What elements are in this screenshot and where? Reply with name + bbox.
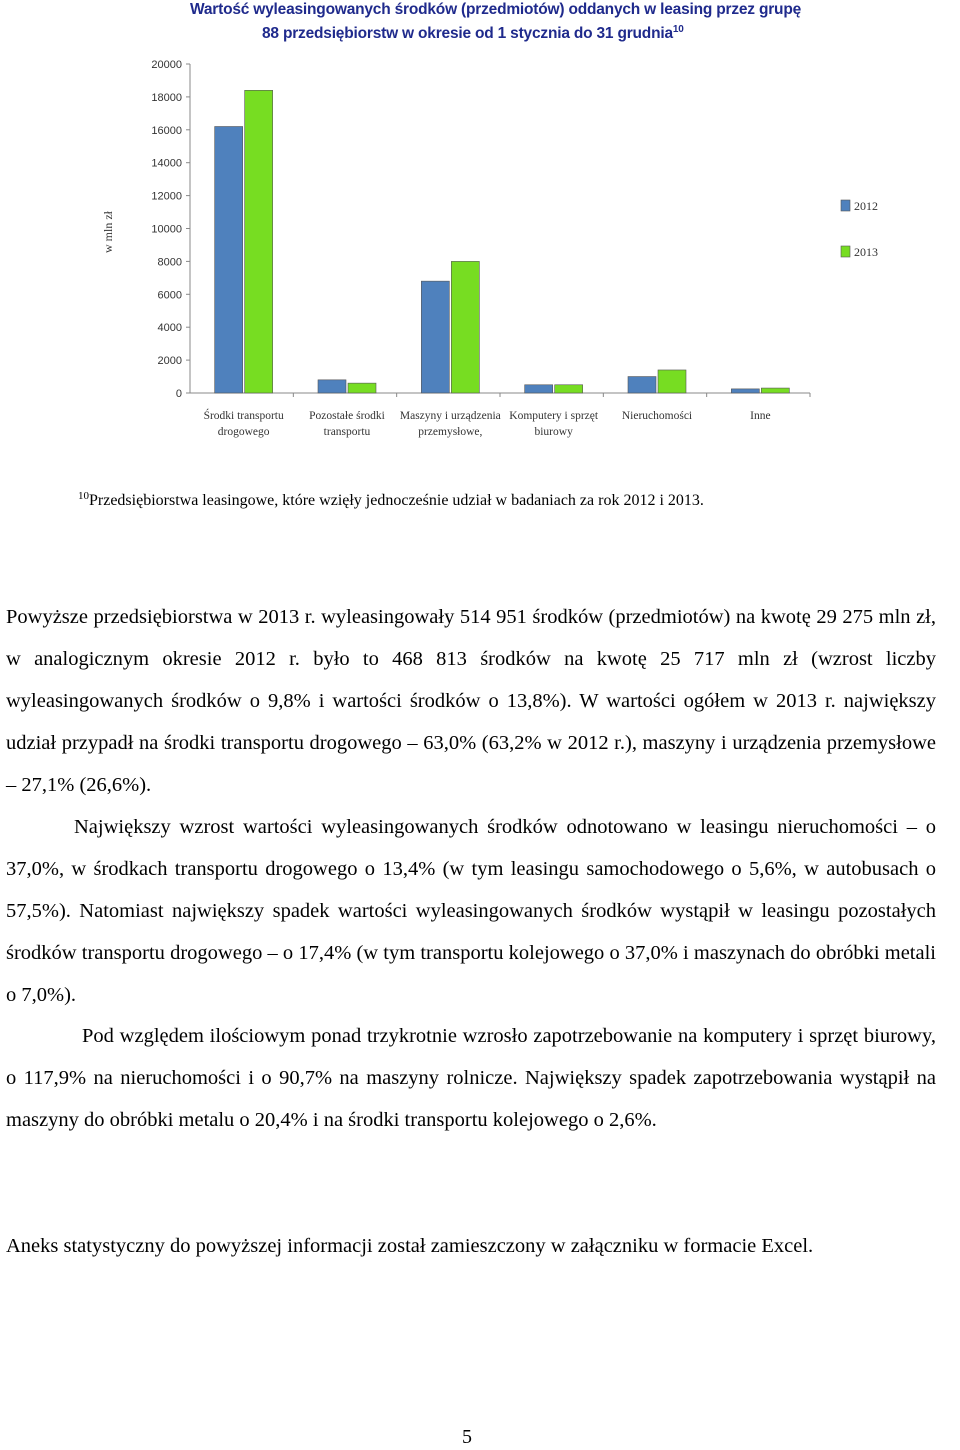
y-tick-label: 14000 (151, 157, 182, 170)
chart-title-footnote-ref: 10 (672, 24, 684, 35)
y-axis-label: w mln zł (101, 211, 115, 253)
x-tick-label: drogowego (217, 426, 270, 438)
bar-2012-3 (525, 385, 553, 393)
x-tick-label: Komputery i sprzęt (509, 410, 599, 422)
chart-title-line-1: Wartość wyleasingowanych środków (przedmiotów) oddanych w leasing przez grupę (190, 1, 802, 18)
bar-2013-0 (245, 90, 273, 393)
x-tick-label: Pozostałe środki (309, 410, 385, 422)
y-tick-label: 10000 (151, 223, 182, 236)
x-tick-label: Inne (750, 410, 771, 422)
bar-2012-4 (628, 377, 656, 393)
y-tick-label: 4000 (157, 322, 182, 335)
x-tick-label: biurowy (534, 426, 573, 438)
page-number: 5 (462, 1426, 472, 1448)
bar-2012-5 (731, 389, 759, 393)
footnote-text: Przedsiębiorstwa leasingowe, które wzięły jednocześnie udział w badaniach za rok 2012 i 2013. (89, 492, 704, 509)
x-tick-label: przemysłowe, (418, 426, 483, 438)
footnote-number: 10 (78, 490, 89, 502)
x-tick-label: Maszyny i urządzenia (399, 410, 501, 422)
y-tick-label: 2000 (157, 355, 182, 368)
legend-swatch-2013 (841, 246, 850, 257)
x-tick-label: Nieruchomości (621, 410, 693, 422)
bar-2013-2 (451, 261, 479, 393)
y-tick-label: 18000 (151, 91, 182, 104)
bar-2012-2 (421, 281, 449, 393)
x-tick-label: Środki transportu (203, 410, 284, 422)
y-tick-label: 0 (175, 388, 182, 400)
bar-2013-1 (348, 383, 376, 393)
bar-2012-1 (318, 380, 346, 393)
bar-2013-3 (555, 385, 583, 393)
chart-title-line-2: 88 przedsiębiorstw w okresie od 1 stycznia do 31 grudnia$^{10}$ (262, 24, 684, 43)
paragraph-2: Największy wzrost wartości wyleasingowanych środków odnotowano w leasingu nieruchomości – o 37,0%, w środkach transportu drogowego o 13,4% (w tym leasingu samochodowego o 5,6%, w autobusach o 57,5%). Natomiast największy spadek wartości wyleasingowanych środków wystąpił w leasingu pozostałych środków transportu drogowego – o 17,4% (w tym transportu kolejowego o 37,0% i maszynach do obróbki metali o 7,0%). (6, 816, 936, 1006)
paragraph-3: Pod względem ilościowym ponad trzykrotnie wzrosło zapotrzebowanie na komputery i sprzęt biurowy, o 117,9% na nieruchomości i o 90,7% na maszyny rolnicze. Największy spadek zapotrzebowania wystąpił na maszyny do obróbki metalu o 20,4% i na środki transportu kolejowego o 2,6%. (6, 1025, 936, 1131)
y-tick-label: 12000 (151, 190, 182, 203)
paragraph-4: Aneks statystyczny do powyższej informacji został zamieszczony w załączniku w formacie Excel. (6, 1235, 814, 1257)
paragraph-1: Powyższe przedsiębiorstwa w 2013 r. wyleasingowały 514 951 środków (przedmiotów) na kwotę 29 275 mln zł, w analogicznym okresie 2012 r. było to 468 813 środków na kwotę 25 717 mln zł (wzrost liczby wyleasingowanych środków o 9,8% i wartości środków o 13,8%). W wartości ogółem w 2013 r. największy udział przypadł na środki transportu drogowego – 63,0% (63,2% w 2012 r.), maszyny i urządzenia przemysłowe – 27,1% (26,6%). (6, 606, 936, 796)
y-tick-label: 6000 (157, 289, 182, 302)
y-tick-label: 20000 (151, 59, 182, 71)
x-tick-label: transportu (323, 426, 371, 438)
bar-chart (0, 0, 960, 450)
y-tick-label: 16000 (151, 124, 182, 137)
bar-2012-0 (215, 127, 243, 393)
legend-swatch-2012 (841, 200, 850, 211)
footnote (78, 490, 704, 510)
y-tick-label: 8000 (157, 256, 182, 269)
bar-2013-5 (761, 388, 789, 393)
legend-label-2013: 2013 (854, 245, 878, 259)
bar-2013-4 (658, 370, 686, 393)
legend-label-2012: 2012 (854, 199, 878, 213)
